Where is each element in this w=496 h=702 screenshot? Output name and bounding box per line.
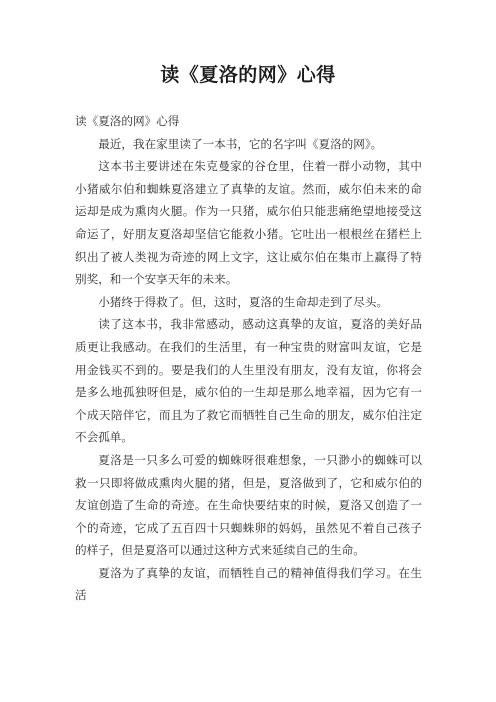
document-subtitle: 读《夏洛的网》心得 (75, 114, 180, 128)
paragraph: 小猪终于得救了。但，这时，夏洛的生命却走到了尽头。 (98, 294, 389, 309)
paragraph: 夏洛是一只多么可爱的蜘蛛呀很难想象，一只渺小的蜘蛛可以救一只即将做成熏肉火腿的猪，但是，夏洛做到了，它和威尔伯的友谊创造了生命的奇迹。在生命快要结束的时候，夏洛又创造了一个的奇迹，它成了五百四十只蜘蛛卵的妈妈，虽然见不着自己孩子的样子，但是夏洛可以通过这种方式来延续自己的生命。 (75, 452, 422, 558)
paragraph: 夏洛为了真挚的友谊，而牺牲自己的精神值得我们学习。在生活 (75, 565, 422, 603)
document-body (75, 110, 422, 607)
paragraph: 读了这本书，我非常感动，感动这真挚的友谊，夏洛的美好品质更让我感动。在我们的生活里，有一种宝贵的财富叫友谊，它是用金钱买不到的。要是我们的人生里没有朋友，没有友谊，你将会是多么地孤独呀但是，威尔伯的一生却是那么地幸福，因为它有一个成天陪伴它，而且为了救它而牺牲自己生命的朋友，威尔伯注定不会孤单。 (75, 317, 422, 445)
document-title: 读《夏洛的网》心得 (160, 64, 336, 86)
paragraph: 最近，我在家里读了一本书，它的名字叫《夏洛的网》。 (98, 136, 383, 151)
paragraph: 这本书主要讲述在朱克曼家的谷仓里，住着一群小动物，其中小猪威尔伯和蜘蛛夏洛建立了真挚的友谊。然而，威尔伯未来的命运却是成为熏肉火腿。作为一只猪，威尔伯只能悲痛绝望地接受这命运了，好朋友夏洛却坚信它能救小猪。它吐出一根根丝在猪栏上织出了被人类视为奇迹的网上文字，这让威尔伯在集市上赢得了特别奖，和一个安享天年的未来。 (75, 159, 422, 287)
